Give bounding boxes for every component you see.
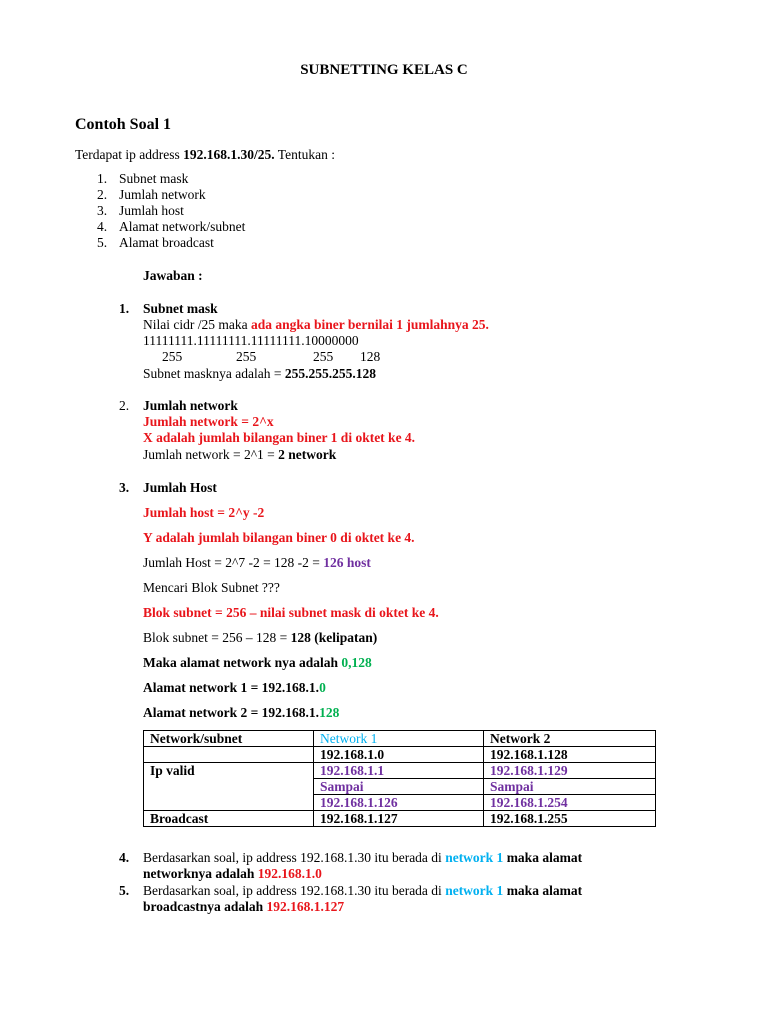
decimal-octet: 255 [162, 349, 183, 364]
answer-5-num: 5. [119, 883, 130, 898]
table-row [144, 731, 656, 747]
list-item-text: Subnet mask [119, 171, 189, 186]
network-1-line: Alamat network 1 = 192.168.1.0 [143, 680, 326, 695]
network-table [143, 730, 656, 827]
answer-2-formula: Jumlah network = 2^x [143, 414, 274, 429]
list-item-text: Alamat network/subnet [119, 219, 246, 234]
table-header-cell: Network 1 [314, 731, 484, 747]
answer-2-title: Jumlah network [143, 398, 238, 413]
list-item-text: Alamat broadcast [119, 235, 214, 250]
table-cell: Sampai [314, 779, 484, 795]
table-cell: Sampai [484, 779, 656, 795]
answer-4-line1: Berdasarkan soal, ip address 192.168.1.30 itu berada di network 1 maka alamat [143, 850, 583, 865]
answer-1-line1: Nilai cidr /25 maka ada angka biner bernilai 1 jumlahnya 25. [143, 317, 489, 332]
intro-ip: 192.168.1.30/25. [183, 147, 275, 162]
table-cell: 192.168.1.255 [484, 811, 656, 827]
blok-calc: Blok subnet = 256 – 128 = 128 (kelipatan) [143, 630, 378, 645]
table-cell [144, 795, 314, 811]
answer-3-explain: Y adalah jumlah bilangan biner 0 di oktet ke 4. [143, 530, 415, 545]
decimal-octet: 128 [360, 349, 381, 364]
answer-5-line2: broadcastnya adalah 192.168.1.127 [143, 899, 345, 914]
answer-1-result: Subnet masknya adalah = 255.255.255.128 [143, 366, 376, 381]
section-heading: Contoh Soal 1 [75, 116, 172, 133]
list-item: 4. [97, 219, 108, 234]
table-cell: 192.168.1.126 [314, 795, 484, 811]
intro-suffix: Tentukan : [274, 147, 335, 162]
table-cell [144, 779, 314, 795]
answer-1-num: 1. [119, 301, 130, 316]
list-item: 3. [97, 203, 108, 218]
table-header-cell: Network 2 [484, 731, 656, 747]
answer-1-title: Subnet mask [143, 301, 218, 316]
answer-5-line1: Berdasarkan soal, ip address 192.168.1.30 itu berada di network 1 maka alamat [143, 883, 583, 898]
answer-2-result: Jumlah network = 2^1 = 2 network [143, 447, 337, 462]
list-item: 5. [97, 235, 108, 250]
table-header-cell: Network/subnet [144, 731, 314, 747]
maka-network: Maka alamat network nya adalah 0,128 [143, 655, 372, 670]
answer-3-calc: Jumlah Host = 2^7 -2 = 128 -2 = 126 host [143, 555, 371, 570]
table-row [144, 779, 656, 795]
table-cell: Broadcast [144, 811, 314, 827]
page-title: SUBNETTING KELAS C [300, 62, 468, 78]
answer-3-num: 3. [119, 480, 130, 495]
list-item-text: Jumlah network [119, 187, 206, 202]
table-row [144, 763, 656, 779]
network-2-line: Alamat network 2 = 192.168.1.128 [143, 705, 340, 720]
list-item-text: Jumlah host [119, 203, 184, 218]
binary-mask: 11111111.11111111.11111111.10000000 [143, 333, 359, 348]
table-cell: 192.168.1.127 [314, 811, 484, 827]
blok-question: Mencari Blok Subnet ??? [143, 580, 280, 595]
answer-2-explain: X adalah jumlah bilangan biner 1 di oktet ke 4. [143, 430, 416, 445]
answer-3-formula: Jumlah host = 2^y -2 [143, 505, 265, 520]
intro-prefix: Terdapat ip address [75, 147, 184, 162]
intro-line [75, 147, 335, 163]
table-row [144, 795, 656, 811]
answer-4-num: 4. [119, 850, 130, 865]
answer-3-title: Jumlah Host [143, 480, 217, 495]
table-cell: 192.168.1.128 [484, 747, 656, 763]
table-cell [144, 747, 314, 763]
answer-2-num: 2. [119, 398, 130, 413]
table-cell: 192.168.1.0 [314, 747, 484, 763]
answer-4-line2: networknya adalah 192.168.1.0 [143, 866, 322, 881]
table-cell: 192.168.1.254 [484, 795, 656, 811]
decimal-octet: 255 [236, 349, 257, 364]
list-item: 2. [97, 187, 108, 202]
list-item: 1. [97, 171, 108, 186]
table-row [144, 811, 656, 827]
decimal-octet: 255 [313, 349, 334, 364]
table-cell: 192.168.1.1 [314, 763, 484, 779]
table-cell: Ip valid [144, 763, 314, 779]
table-row [144, 747, 656, 763]
table-cell: 192.168.1.129 [484, 763, 656, 779]
blok-formula: Blok subnet = 256 – nilai subnet mask di oktet ke 4. [143, 605, 439, 620]
jawaban-label: Jawaban : [143, 268, 203, 283]
